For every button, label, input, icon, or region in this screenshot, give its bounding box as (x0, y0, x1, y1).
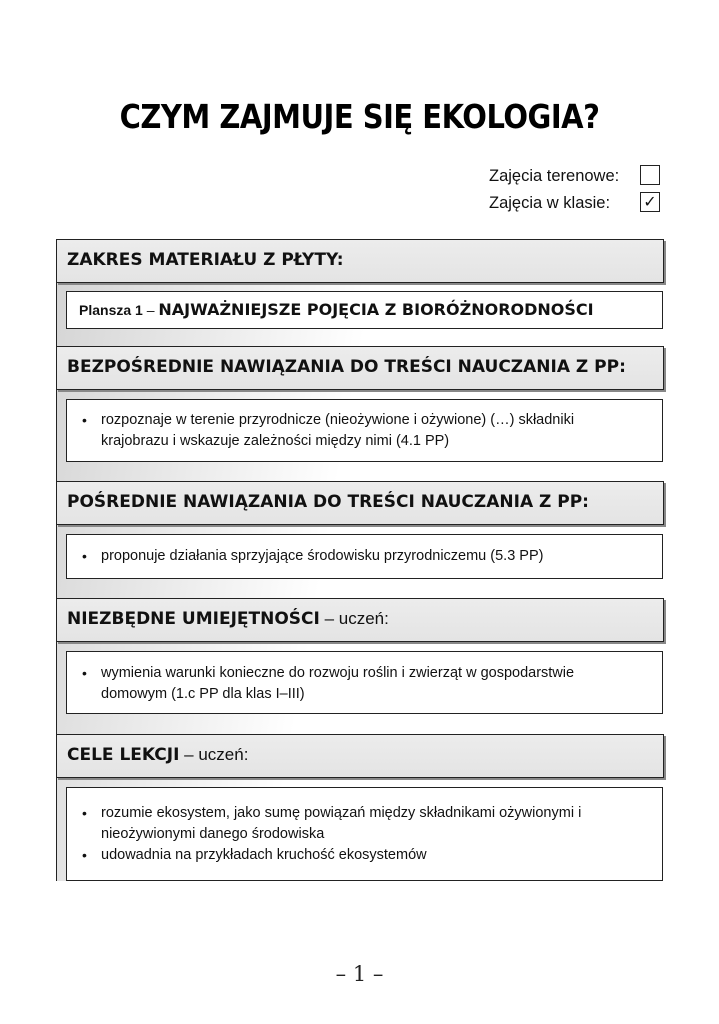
section-header-text: ZAKRES MATERIAŁU Z PŁYTY: (67, 250, 344, 270)
classroom-lesson-checkbox[interactable]: ✓ (640, 192, 660, 212)
section-header-indirect-references (56, 481, 664, 525)
classroom-lesson-row (489, 191, 664, 218)
required-skills-box (66, 651, 663, 714)
lesson-goals-list (67, 803, 602, 866)
indirect-references-box (66, 534, 663, 579)
field-lesson-label: Zajęcia terenowe: (489, 167, 620, 185)
lesson-type-checklist (489, 164, 664, 218)
list-item: • rozumie ekosystem, jako sumę powiązań między składnikami ożywionymi i nieożywionymi danego środowiska (67, 803, 602, 845)
list-item: • proponuje działania sprzyjające środowisku przyrodniczemu (5.3 PP) (67, 546, 662, 567)
section-header-text: POŚREDNIE NAWIĄZANIA DO TREŚCI NAUCZANIA Z PP: (67, 492, 589, 512)
field-lesson-row (489, 164, 664, 191)
section-header-suffix: – uczeń: (319, 609, 389, 628)
list-item: • wymienia warunki konieczne do rozwoju roślin i zwierząt w gospodarstwie domowym (1.c PP dla klas I–III) (67, 663, 612, 705)
direct-references-list (67, 410, 622, 452)
section-header-text: BEZPOŚREDNIE NAWIĄZANIA DO TREŚCI NAUCZANIA Z PP: (67, 357, 626, 377)
field-lesson-checkbox[interactable] (640, 165, 660, 185)
section-header-text: CELE LEKCJI (67, 745, 180, 765)
plansza-name: NAJWAŻNIEJSZE POJĘCIA Z BIORÓŻNORODNOŚCI (158, 300, 594, 319)
direct-references-box (66, 399, 663, 462)
material-scope-box (66, 291, 663, 329)
section-header-required-skills (56, 598, 664, 642)
required-skills-list (67, 663, 612, 705)
list-item: • rozpoznaje w terenie przyrodnicze (nieożywione i ożywione) (…) składniki krajobrazu i wskazuje zależności między nimi (4.1 PP) (67, 410, 622, 452)
plansza-dash: – (142, 302, 159, 318)
page-title: CZYM ZAJMUJE SIĘ EKOLOGIA? (119, 97, 600, 137)
plansza-prefix: Plansza 1 (79, 302, 143, 318)
list-item: • udowadnia na przykładach kruchość ekosystemów (67, 845, 602, 866)
page-number: – 1 – (335, 962, 384, 986)
section-header-lesson-goals (56, 734, 664, 778)
lesson-goals-box (66, 787, 663, 881)
indirect-references-list (67, 546, 662, 567)
section-header-material-scope (56, 239, 664, 283)
section-header-direct-references (56, 346, 664, 390)
section-header-suffix: – uczeń: (179, 745, 249, 764)
classroom-lesson-label: Zajęcia w klasie: (489, 194, 611, 212)
section-header-text: NIEZBĘDNE UMIEJĘTNOŚCI (67, 609, 320, 629)
